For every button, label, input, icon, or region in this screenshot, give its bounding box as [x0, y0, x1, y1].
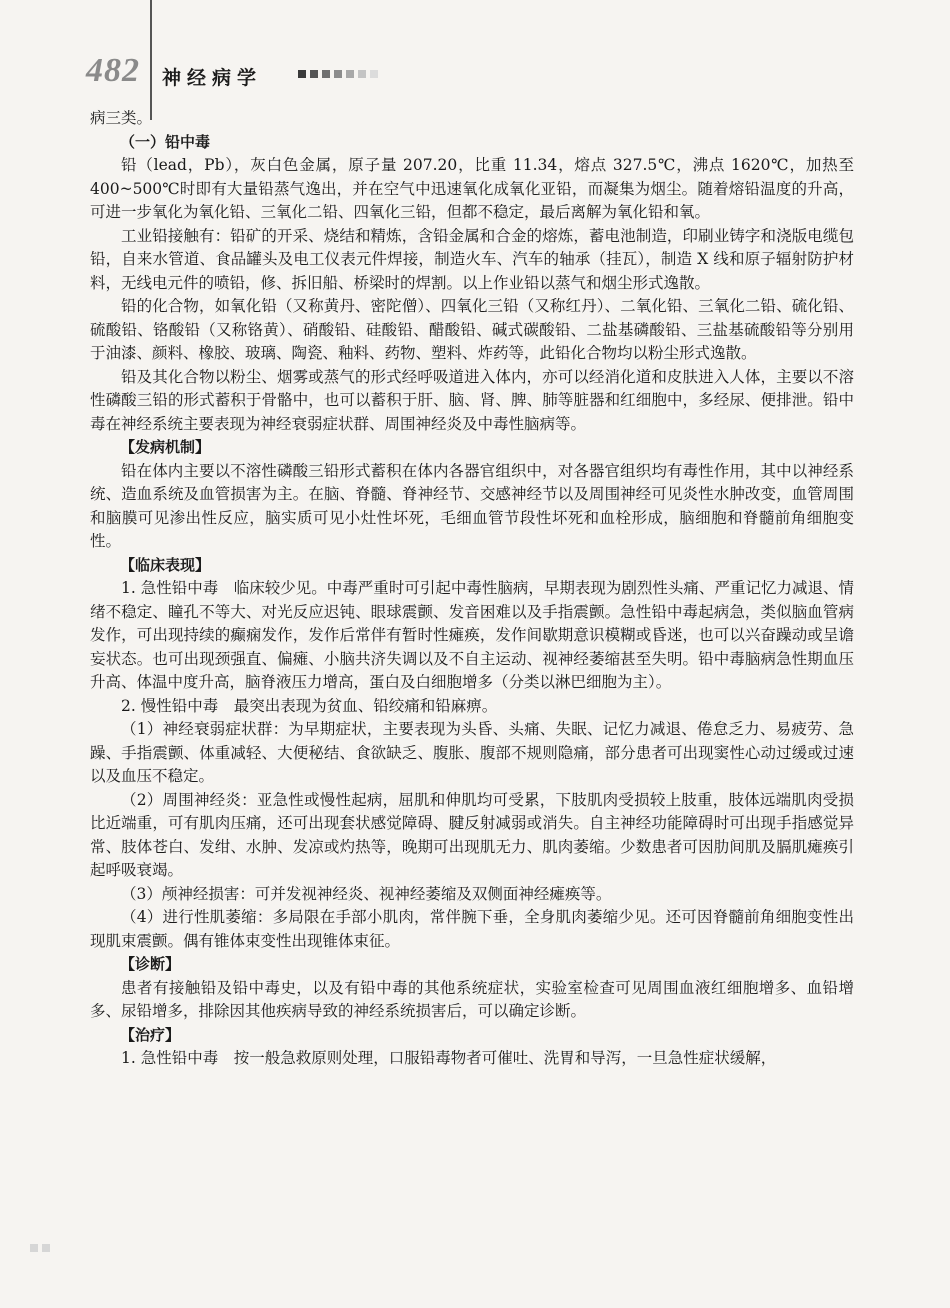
- body-paragraph: 铅的化合物，如氧化铅（又称黄丹、密陀僧）、四氧化三铅（又称红丹）、二氧化铅、三氧化二铅、硫化铅、硫酸铅、铬酸铅（又称铬黄）、硝酸铅、硅酸铅、醋酸铅、碱式碳酸铅、二盐基磷酸铅、三盐基硫酸铅等分别用于油漆、颜料、橡胶、玻璃、陶瓷、釉料、药物、塑料、炸药等，此铅化合物均以粉尘形式逸散。: [90, 297, 854, 362]
- body-paragraph: 病三类。: [90, 109, 153, 127]
- footer-decoration: [30, 1244, 50, 1252]
- section-heading: （一）铅中毒: [120, 132, 211, 151]
- header-decoration: [298, 70, 378, 78]
- body-paragraph: （2）周围神经炎：亚急性或慢性起病，屈肌和伸肌均可受累，下肢肌肉受损较上肢重，肢体远端肌肉受损比近端重，可有肌肉压痛，还可出现套状感觉障碍、腱反射减弱或消失。自主神经功能障碍时可出现手指感觉异常、肢体苍白、发绀、水肿、发凉或灼热等，晚期可出现肌无力、肌肉萎缩。少数患者可因肋间肌及膈肌瘫痪引起呼吸衰竭。: [90, 790, 854, 879]
- body-paragraph: （4）进行性肌萎缩：多局限在手部小肌肉，常伴腕下垂，全身肌肉萎缩少见。还可因脊髓前角细胞变性出现肌束震颤。偶有锥体束变性出现锥体束征。: [90, 908, 854, 950]
- body-paragraph: 工业铅接触有：铅矿的开采、烧结和精炼，含铅金属和合金的熔炼，蓄电池制造，印刷业铸字和浇版电缆包铅，自来水管道、食品罐头及电工仪表元件焊接，制造火车、汽车的轴承（挂瓦），制造 X 线和原子辐射防护材料，无线电元件的喷铅，修、拆旧船、桥梁时的焊割。以上作业铅以蒸气和烟尘形式逸散。: [90, 226, 854, 292]
- body-paragraph: 1. 急性铅中毒 按一般急救原则处理，口服铅毒物者可催吐、洗胃和导泻，一旦急性症状缓解，: [121, 1049, 777, 1067]
- body-paragraph: （1）神经衰弱症状群：为早期症状，主要表现为头昏、头痛、失眠、记忆力减退、倦怠乏力、易疲劳、急躁、手指震颤、体重减轻、大便秘结、食欲缺乏、腹胀、腹部不规则隐痛，部分患者可出现窦性心动过缓或过速以及血压不稳定。: [90, 720, 854, 785]
- body-paragraph: 铅在体内主要以不溶性磷酸三铅形式蓄积在体内各器官组织中，对各器官组织均有毒性作用，其中以神经系统、造血系统及血管损害为主。在脑、脊髓、脊神经节、交感神经节以及周围神经可见炎性水肿改变，血管周围和脑膜可见渗出性反应，脑实质可见小灶性坏死，毛细血管节段性坏死和血栓形成，脑细胞和脊髓前角细胞变性。: [90, 461, 854, 550]
- book-title: 神经病学: [162, 67, 263, 89]
- body-paragraph: 2. 慢性铅中毒 最突出表现为贫血、铅绞痛和铅麻痹。: [121, 696, 498, 715]
- header-vertical-rule: [150, 0, 152, 120]
- page-number: 482: [86, 52, 140, 89]
- body-paragraph: 患者有接触铅及铅中毒史，以及有铅中毒的其他系统症状，实验室检查可见周围血液红细胞增多、血铅增多、尿铅增多，排除因其他疾病导致的神经系统损害后，可以确定诊断。: [90, 978, 854, 1020]
- body-paragraph: 铅及其化合物以粉尘、烟雾或蒸气的形式经呼吸道进入体内，亦可以经消化道和皮肤进入人体，主要以不溶性磷酸三铅的形式蓄积于骨骼中，也可以蓄积于肝、脑、肾、脾、肺等脏器和红细胞中，多经尿、便排泄。铅中毒在神经系统主要表现为神经衰弱症状群、周围神经炎及中毒性脑病等。: [90, 367, 854, 433]
- body-paragraph: 铅（lead，Pb），灰白色金属，原子量 207.20，比重 11.34，熔点 327.5℃，沸点 1620℃，加热至400~500℃时即有大量铅蒸气逸出，并在空气中迅速氧化成氧化亚铅，而凝集为烟尘。随着熔铅温度的升高，可进一步氧化为氧化铅、三氧化二铅、四氧化三铅，但都不稳定，最后离解为氧化铅和氧。: [90, 156, 854, 221]
- section-heading: 【治疗】: [120, 1025, 181, 1044]
- section-heading: 【发病机制】: [120, 438, 211, 456]
- page-body: [90, 107, 854, 1071]
- body-paragraph: 1. 急性铅中毒 临床较少见。中毒严重时可引起中毒性脑病，早期表现为剧烈性头痛、严重记忆力减退、情绪不稳定、瞳孔不等大、对光反应迟钝、眼球震颤、发音困难以及手指震颤。急性铅中毒起病急，类似脑血管病发作，可出现持续的癫痫发作，发作后常伴有暂时性瘫痪，发作间歇期意识模糊或昏迷，也可以兴奋躁动或呈谵妄状态。也可出现颈强直、偏瘫、小脑共济失调以及不自主运动、视神经萎缩甚至失明。铅中毒脑病急性期血压升高、体温中度升高，脑脊液压力增高，蛋白及白细胞增多（分类以淋巴细胞为主）。: [90, 579, 854, 691]
- section-heading: 【临床表现】: [120, 555, 211, 574]
- section-heading: 【诊断】: [120, 955, 181, 973]
- body-paragraph: （3）颅神经损害：可并发视神经炎、视神经萎缩及双侧面神经瘫痪等。: [121, 884, 612, 903]
